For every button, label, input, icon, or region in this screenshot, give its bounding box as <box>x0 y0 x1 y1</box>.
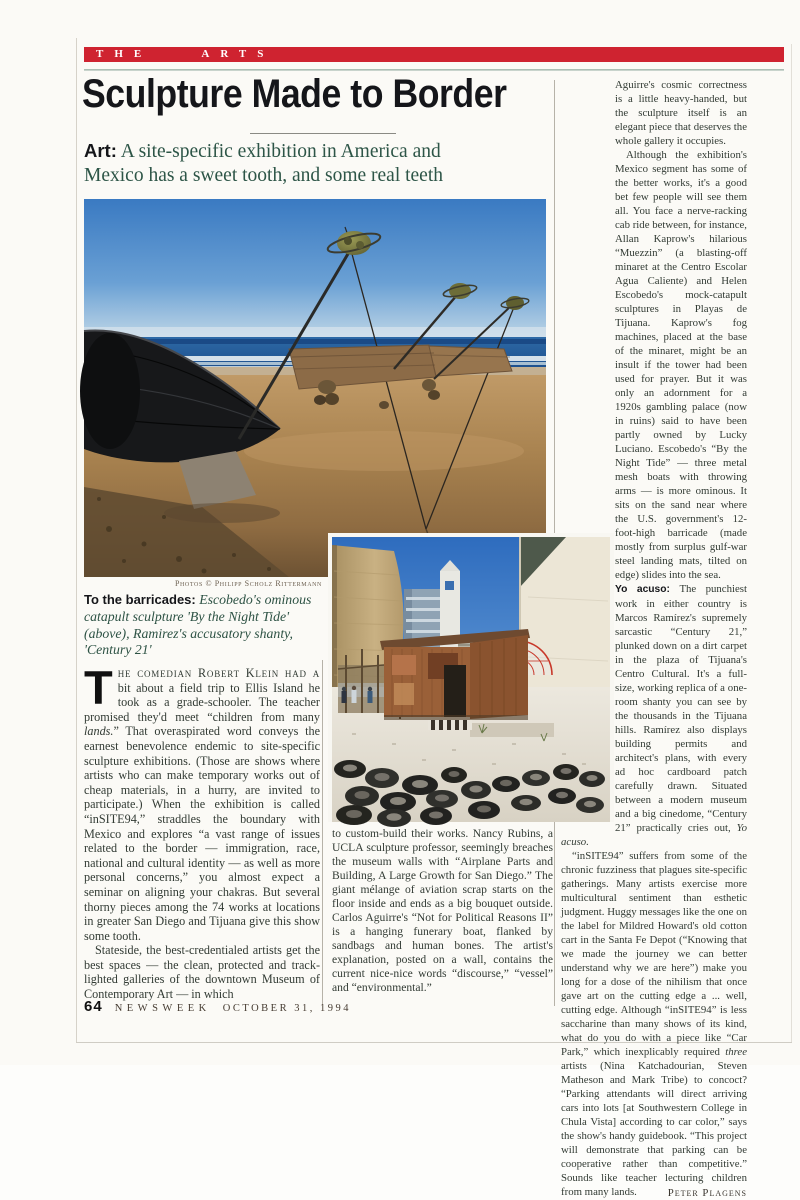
column-middle <box>332 827 553 995</box>
page-number: 64 <box>84 998 103 1015</box>
footer <box>84 998 351 1015</box>
section-banner-label: THE ARTS <box>96 48 275 60</box>
paragraph: “inSITE94” suffers from some of the chronic fuzziness that plagues site-specific gatherings. Many artists exercise more multicultural sentiment than esthetic judgment. Huggy messages like the one on the label for Mildred Howard's old cotton cart in the Santa Fe Depot (“Knowing that we made the journey we can better understand why we are here”) make you long for a dose of the nihilism that once gave art on the cutting edge a ... well, cutting edge. Although “inSITE94” is less saccharine than many shows of its kind, what do you do with a piece like “Car Park,” which inexplicably required three artists (Nina Katchadourian, Steven Matheson and Mark Tribe) to concoct? “Parking attendants will direct arriving cars into lots [at Southwestern College in Chula Vista] according to car color,” says the show's handy guidebook. “This project will demonstrate that parking can be cooperative rather than competitive.” Sounds like teacher lecturing children from many lands. <box>561 850 747 1198</box>
headline-divider <box>250 133 396 134</box>
drop-cap: T <box>84 661 113 714</box>
section-banner <box>84 47 784 62</box>
column-rule-left-middle <box>322 660 323 1005</box>
page-title: Sculpture Made to Border <box>82 72 507 116</box>
deck-line-1: Art: A site-specific exhibition in America and <box>84 140 441 162</box>
paragraph: Stateside, the best-credentialed artists get the best spaces — the clean, protected and track-lighted galleries of the downtown Museum of Contemporary Art — in which <box>84 943 320 1002</box>
checker-ramp <box>428 720 472 730</box>
photo-by-the-night-tide <box>84 199 546 577</box>
magazine-name: NEWSWEEK <box>114 1003 211 1014</box>
shanty-scene <box>332 537 610 827</box>
deck-label: Art: <box>84 140 117 161</box>
caption-label: To the barricades: <box>84 592 196 607</box>
photo-caption <box>84 592 328 659</box>
paragraph: Although the exhibition's Mexico segment has some of the better works, it's a good bet few people will see them all. You face a nerve-racking cab ride between, for instance, Allan Kaprow's hilarious “Muezzin” (a blasting-off minaret at the Centro Escolar Agua Caliente) and Helen Escobedo's mock-catapult sculptures in Playas de Tijuana. Kaprow's fog machines, placed at the base of the minaret, might be an insult if the tower had been used for prayer. But it was only an adornment for a 1920s gambling palace (now in ruins) said to have been partly owned by Lucky Luciano. Escobedo's “By the Night Tide” — three metal mesh boats with throwing arms — is more ominous. It sits on the sand near where the U.S. government's 12-foot-high barricade (made mostly from surplus gulf-war steel landing mats, tilted on edge) slides into the sea. <box>615 149 747 581</box>
yo-acuso-paragraph: Yo acuso: The punchiest work in either country is Marcos Ramírez's supremely sarcastic “Century 21,” plunked down on a dirt carpet in the plaza of Tijuana's Centro Cultural. It's a full-size, working replica of a one-room shanty you can see by the thousands in the Tijuana hills. Ramírez also displays building permits and architect's plans, with every ad hoc cardboard patch carefully drawn. Situated between a modern museum and a big cinedome, “Century 21” practically cries out, Yo acuso. <box>561 583 747 848</box>
paragraph: Aguirre's cosmic correctness is a little heavy-handed, but the sculpture itself is an elegant piece that deserves the whole gallery it occupies. <box>615 79 747 147</box>
page-edge-right <box>791 44 792 1042</box>
photo-century-21-frame <box>328 533 614 822</box>
deck-line-2: Mexico has a sweet tooth, and some real teeth <box>84 164 444 186</box>
issue-date: OCTOBER 31, 1994 <box>222 1003 351 1014</box>
paragraph: to custom-build their works. Nancy Rubins, a UCLA sculpture professor, seemingly breaches the museum walls with “Airplane Parts and Building, A Large Growth for San Diego.” The giant mélange of aviation scrap starts on the floor inside and ends as a big bouquet outside. Carlos Aguirre's “Not for Political Reasons II” is a hanging funerary boat, flanked by sandbags and human bones. The artist's explanation, posted on a wall, contains the current nice-nice words “discourse,” “vessel” and “environmental.” <box>332 827 553 994</box>
lead-paragraph: The comedian Robert Klein had a bit about a field trip to Ellis Island he took as a grade-schooler. The teacher promised they'd meet “children from many lands.” That overaspirated word conveys the earnest benevolence endemic to site-specific sculpture exhibitions. (Those are shows where artists who can make temporary works out of cheap materials, in a hurry, are invited to participate.) When the exhibition is called “inSITE94,” straddles the boundary with Mexico and explores “a vast range of issues related to the border — immigration, race, national and cultural identity — as well as more personal concerns,” you almost expect a seminar on aligning your chakras. But several thorny pieces among the 74 works at locations in greater San Diego and Tijuana give this show some tooth. <box>84 661 320 943</box>
banner-underline <box>84 69 784 71</box>
caption-text: Escobedo's ominous catapult sculpture 'By the Night Tide' (above), Ramirez's accusatory shanty, 'Century 21' <box>84 592 312 658</box>
deck <box>84 139 540 187</box>
page-edge-left <box>76 38 77 1042</box>
photo-credit: Photos © Philipp Scholz Rittermann <box>174 579 322 588</box>
beach-scene <box>80 199 546 577</box>
photo-century-21 <box>332 537 610 822</box>
column-left <box>84 661 320 1002</box>
byline: Peter Plagens <box>667 1187 747 1199</box>
